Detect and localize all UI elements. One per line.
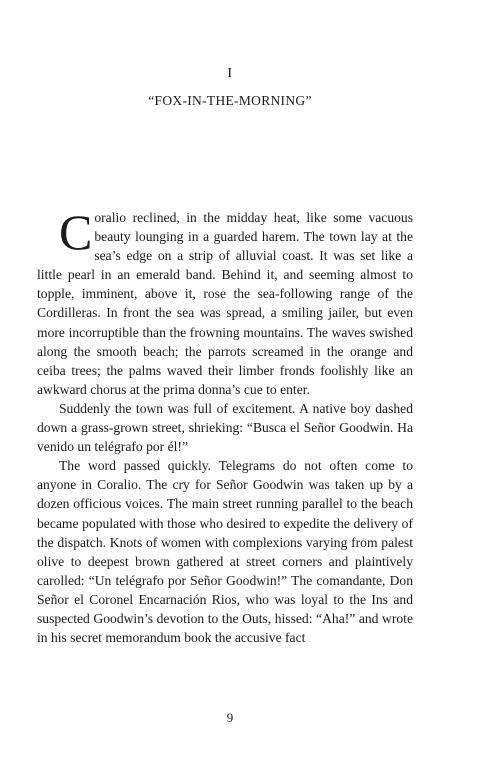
paragraph-1	[37, 204, 413, 399]
paragraph-3: The word passed quickly. Telegrams do not often come to anyone in Coralio. The cry for Señor Goodwin was taken up by a dozen officious voices. The main street running parallel to the beach became populated with those who desired to expedite the delivery of the dispatch. Knots of women with complexions varying from palest olive to deepest brown gathered at street corners and plaintively carolled: “Un telégrafo por Señor Goodwin!” The comandante, Don Señor el Coronel Encarnación Rios, who was loyal to the Ins and suspected Goodwin’s devotion to the Outs, hissed: “Aha!” and wrote in his secret memorandum book the accusive fact	[37, 458, 413, 646]
body-text	[37, 204, 413, 647]
paragraph-2: Suddenly the town was full of excitement. A native boy dashed down a grass-grown street, shrieking: “Busca el Señor Goodwin. Ha venido un telégrafo por él!”	[37, 400, 413, 455]
drop-cap: C	[59, 204, 93, 260]
chapter-number: I	[227, 66, 233, 81]
chapter-title: “FOX-IN-THE-MORNING”	[148, 93, 312, 108]
paragraph-1-text: oralio reclined, in the midday heat, like some vacuous beauty lounging in a guarded harem. The town lay at the sea’s edge on a strip of alluvial coast. It was set like a little pearl in an emerald band. Behind it, and seeming almost to topple, imminent, above it, rose the sea-following range of the Cordilleras. In front the sea was spread, a smiling jailer, but even more incorruptible than the frowning mountains. The waves swished along the smooth beach; the parrots screamed in the orange and ceiba trees; the palms waved their limber fronds foolishly like an awkward chorus at the prima donna’s cue to enter.	[37, 210, 413, 397]
page-number: 9	[226, 710, 234, 725]
